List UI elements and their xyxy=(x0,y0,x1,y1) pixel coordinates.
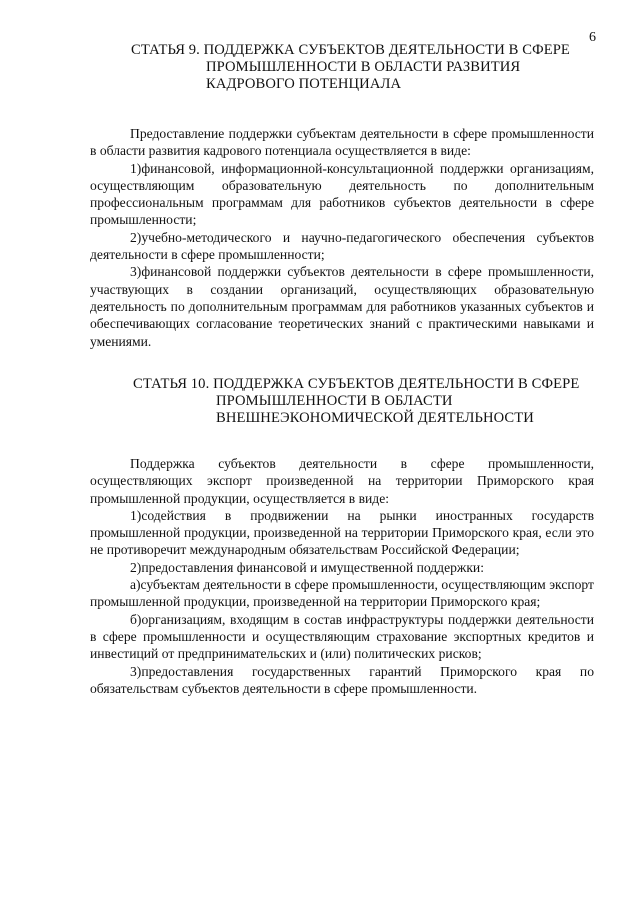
article-body xyxy=(90,455,594,697)
heading-line: ВНЕШНЕЭКОНОМИЧЕСКОЙ ДЕЯТЕЛЬНОСТИ xyxy=(216,410,534,426)
paragraph: Предоставление поддержки субъектам деятельности в сфере промышленности в области развития кадрового потенциала осуществляется в виде: xyxy=(90,126,594,159)
paragraph: Поддержка субъектов деятельности в сфере промышленности, осуществляющих экспорт произведенной на территории Приморского края промышленной продукции, осуществляется в виде: xyxy=(90,456,594,506)
heading-line: СТАТЬЯ 10. ПОДДЕРЖКА СУБЪЕКТОВ ДЕЯТЕЛЬНОСТИ В СФЕРЕ xyxy=(133,376,580,392)
paragraph: а)субъектам деятельности в сфере промышленности, осуществляющим экспорт промышленной продукции, произведенной на территории Приморского края; xyxy=(90,577,594,610)
paragraph: 2)предоставления финансовой и имущественной поддержки: xyxy=(130,559,484,575)
paragraph: 1)содействия в продвижении на рынки иностранных государств промышленной продукции, произведенной на территории Приморского края, если это не противоречит международным обязательствам Российской Федерации; xyxy=(90,507,594,558)
article-10 xyxy=(90,376,594,697)
article-9 xyxy=(90,42,594,350)
heading-line: ПРОМЫШЛЕННОСТИ В ОБЛАСТИ xyxy=(216,393,453,409)
paragraph: 2)учебно-методического и научно-педагогического обеспечения субъектов деятельности в сфере промышленности; xyxy=(90,229,594,263)
paragraph: 1)финансовой, информационной-консультационной поддержки организациям, осуществляющим образовательную деятельность по дополнительным профессиональным программам для работников субъектов деятельности в сфере промышленности; xyxy=(90,160,594,228)
paragraph: 3)предоставления государственных гарантий Приморского края по обязательствам субъектов деятельности в сфере промышленности. xyxy=(90,663,594,696)
page-number: 6 xyxy=(589,30,596,45)
article-body xyxy=(90,125,594,350)
article-heading xyxy=(90,376,594,427)
heading-line: СТАТЬЯ 9. ПОДДЕРЖКА СУБЪЕКТОВ ДЕЯТЕЛЬНОСТИ В СФЕРЕ xyxy=(131,42,570,58)
article-heading xyxy=(90,42,594,93)
paragraph: 3)финансовой поддержки субъектов деятельности в сфере промышленности, участвующих в создании организаций, осуществляющих образовательную деятельность по дополнительным программам для работников указанных субъектов и обеспечивающих согласование теоретических знаний с практическими навыками и умениями. xyxy=(90,264,594,349)
paragraph: б)организациям, входящим в состав инфраструктуры поддержки деятельности в сфере промышленности и осуществляющим страхование экспортных кредитов и инвестиций от предпринимательских и (или) политических рисков; xyxy=(90,611,594,662)
heading-line: КАДРОВОГО ПОТЕНЦИАЛА xyxy=(206,76,402,92)
heading-line: ПРОМЫШЛЕННОСТИ В ОБЛАСТИ РАЗВИТИЯ xyxy=(206,59,521,75)
